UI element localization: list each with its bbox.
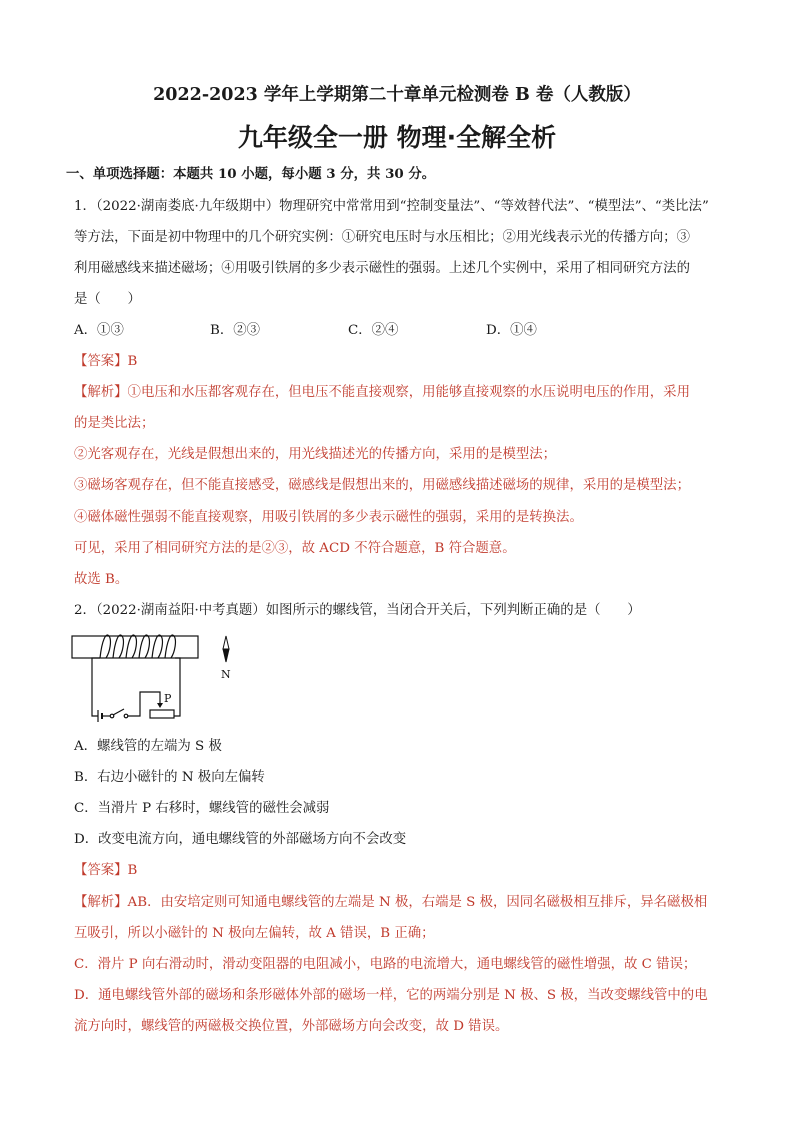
q1-analysis-line-6: 可见，采用了相同研究方法的是②③，故 ACD 不符合题意，B 符合题意。 <box>74 541 516 556</box>
document-subtitle: 九年级全一册 物理·全解全析 <box>237 123 557 152</box>
q1-option-b: B．②③ <box>210 323 261 338</box>
q2-option-c: C．当滑片 P 右移时，螺线管的磁性会减弱 <box>74 801 330 816</box>
solenoid-core <box>72 636 198 658</box>
q1-analysis-line-3: ②光客观存在，光线是假想出来的，用光线描述光的传播方向，采用的是模型法； <box>74 447 557 462</box>
q1-stem-line-2: 等方法，下面是初中物理中的几个研究实例：①研究电压时与水压相比；②用光线表示光的传播方向；③ <box>74 230 690 245</box>
q2-analysis-line-3: C．滑片 P 向右滑动时，滑动变阻器的电阻减小，电路的电流增大，通电螺线管的磁性增强，故 C 错误； <box>74 957 697 972</box>
q1-option-d: D．①④ <box>486 323 537 338</box>
coil-turn <box>113 635 123 658</box>
slider-arrow <box>157 703 163 708</box>
q1-analysis-line-7: 故选 B。 <box>74 572 129 587</box>
coil-turn <box>139 635 149 658</box>
q2-analysis-line-5: 流方向时，螺线管的两磁极交换位置，外部磁场方向会改变，故 D 错误。 <box>74 1019 509 1034</box>
q2-analysis-line-1: 【解析】AB．由安培定则可知通电螺线管的左端是 N 极，右端是 S 极，因同名磁极相互排斥，异名磁极相 <box>74 895 708 910</box>
compass-needle-north <box>223 636 229 649</box>
compass-needle-south <box>223 649 229 662</box>
right-wire <box>174 658 180 716</box>
q1-answer: 【答案】B <box>74 354 138 369</box>
slider-wire <box>128 692 160 716</box>
q1-option-a: A．①③ <box>74 323 124 338</box>
coil-turn <box>152 635 162 658</box>
q2-option-a: A．螺线管的左端为 S 极 <box>74 739 222 754</box>
coil-turn <box>100 635 110 658</box>
q2-option-d: D．改变电流方向，通电螺线管的外部磁场方向不会改变 <box>74 832 407 847</box>
section-heading: 一、单项选择题：本题共 10 小题，每小题 3 分，共 30 分。 <box>66 166 436 182</box>
compass-label: N <box>221 668 231 681</box>
q1-analysis-line-4: ③磁场客观存在，但不能直接感受，磁感线是假想出来的，用磁感线描述磁场的规律，采用的是模型法； <box>74 478 690 493</box>
q1-analysis-line-1: 【解析】①电压和水压都客观存在，但电压不能直接观察，用能够直接观察的水压说明电压的作用，采用 <box>74 385 690 400</box>
q2-analysis-line-4: D．通电螺线管外部的磁场和条形磁体外部的磁场一样，它的两端分别是 N 极、S 极，当改变螺线管中的电 <box>74 988 708 1003</box>
coil-turn <box>126 635 136 658</box>
coil-turn <box>165 635 175 658</box>
q2-answer: 【答案】B <box>74 863 138 878</box>
q1-option-c: C．②④ <box>348 323 399 338</box>
q1-analysis-line-2: 的是类比法； <box>74 416 155 431</box>
switch-contact <box>124 714 128 718</box>
q1-stem-line-3: 利用磁感线来描述磁场；④用吸引铁屑的多少表示磁性的强弱。上述几个实例中，采用了相同研究方法的 <box>74 261 690 276</box>
switch-lever <box>113 709 124 715</box>
rheostat <box>150 710 174 718</box>
q2-analysis-line-2: 互吸引，所以小磁针的 N 极向左偏转，故 A 错误，B 正确； <box>74 926 435 941</box>
left-wire <box>92 658 100 716</box>
slider-label: P <box>164 692 172 705</box>
q1-stem-line-4: 是（ ） <box>74 292 141 307</box>
document-title: 2022-2023 学年上学期第二十章单元检测卷 B 卷（人教版） <box>153 85 641 105</box>
q2-option-b: B．右边小磁针的 N 极向左偏转 <box>74 770 265 785</box>
q2-stem: 2．（2022·湖南益阳·中考真题）如图所示的螺线管，当闭合开关后，下列判断正确的是（ ） <box>74 603 641 618</box>
solenoid-circuit-diagram <box>66 630 246 730</box>
q1-analysis-line-5: ④磁体磁性强弱不能直接观察，用吸引铁屑的多少表示磁性的强弱，采用的是转换法。 <box>74 510 583 525</box>
q1-stem-line-1: 1．（2022·湖南娄底·九年级期中）物理研究中常常用到“控制变量法”、“等效替代法”、“模型法”、“类比法” <box>74 199 709 214</box>
